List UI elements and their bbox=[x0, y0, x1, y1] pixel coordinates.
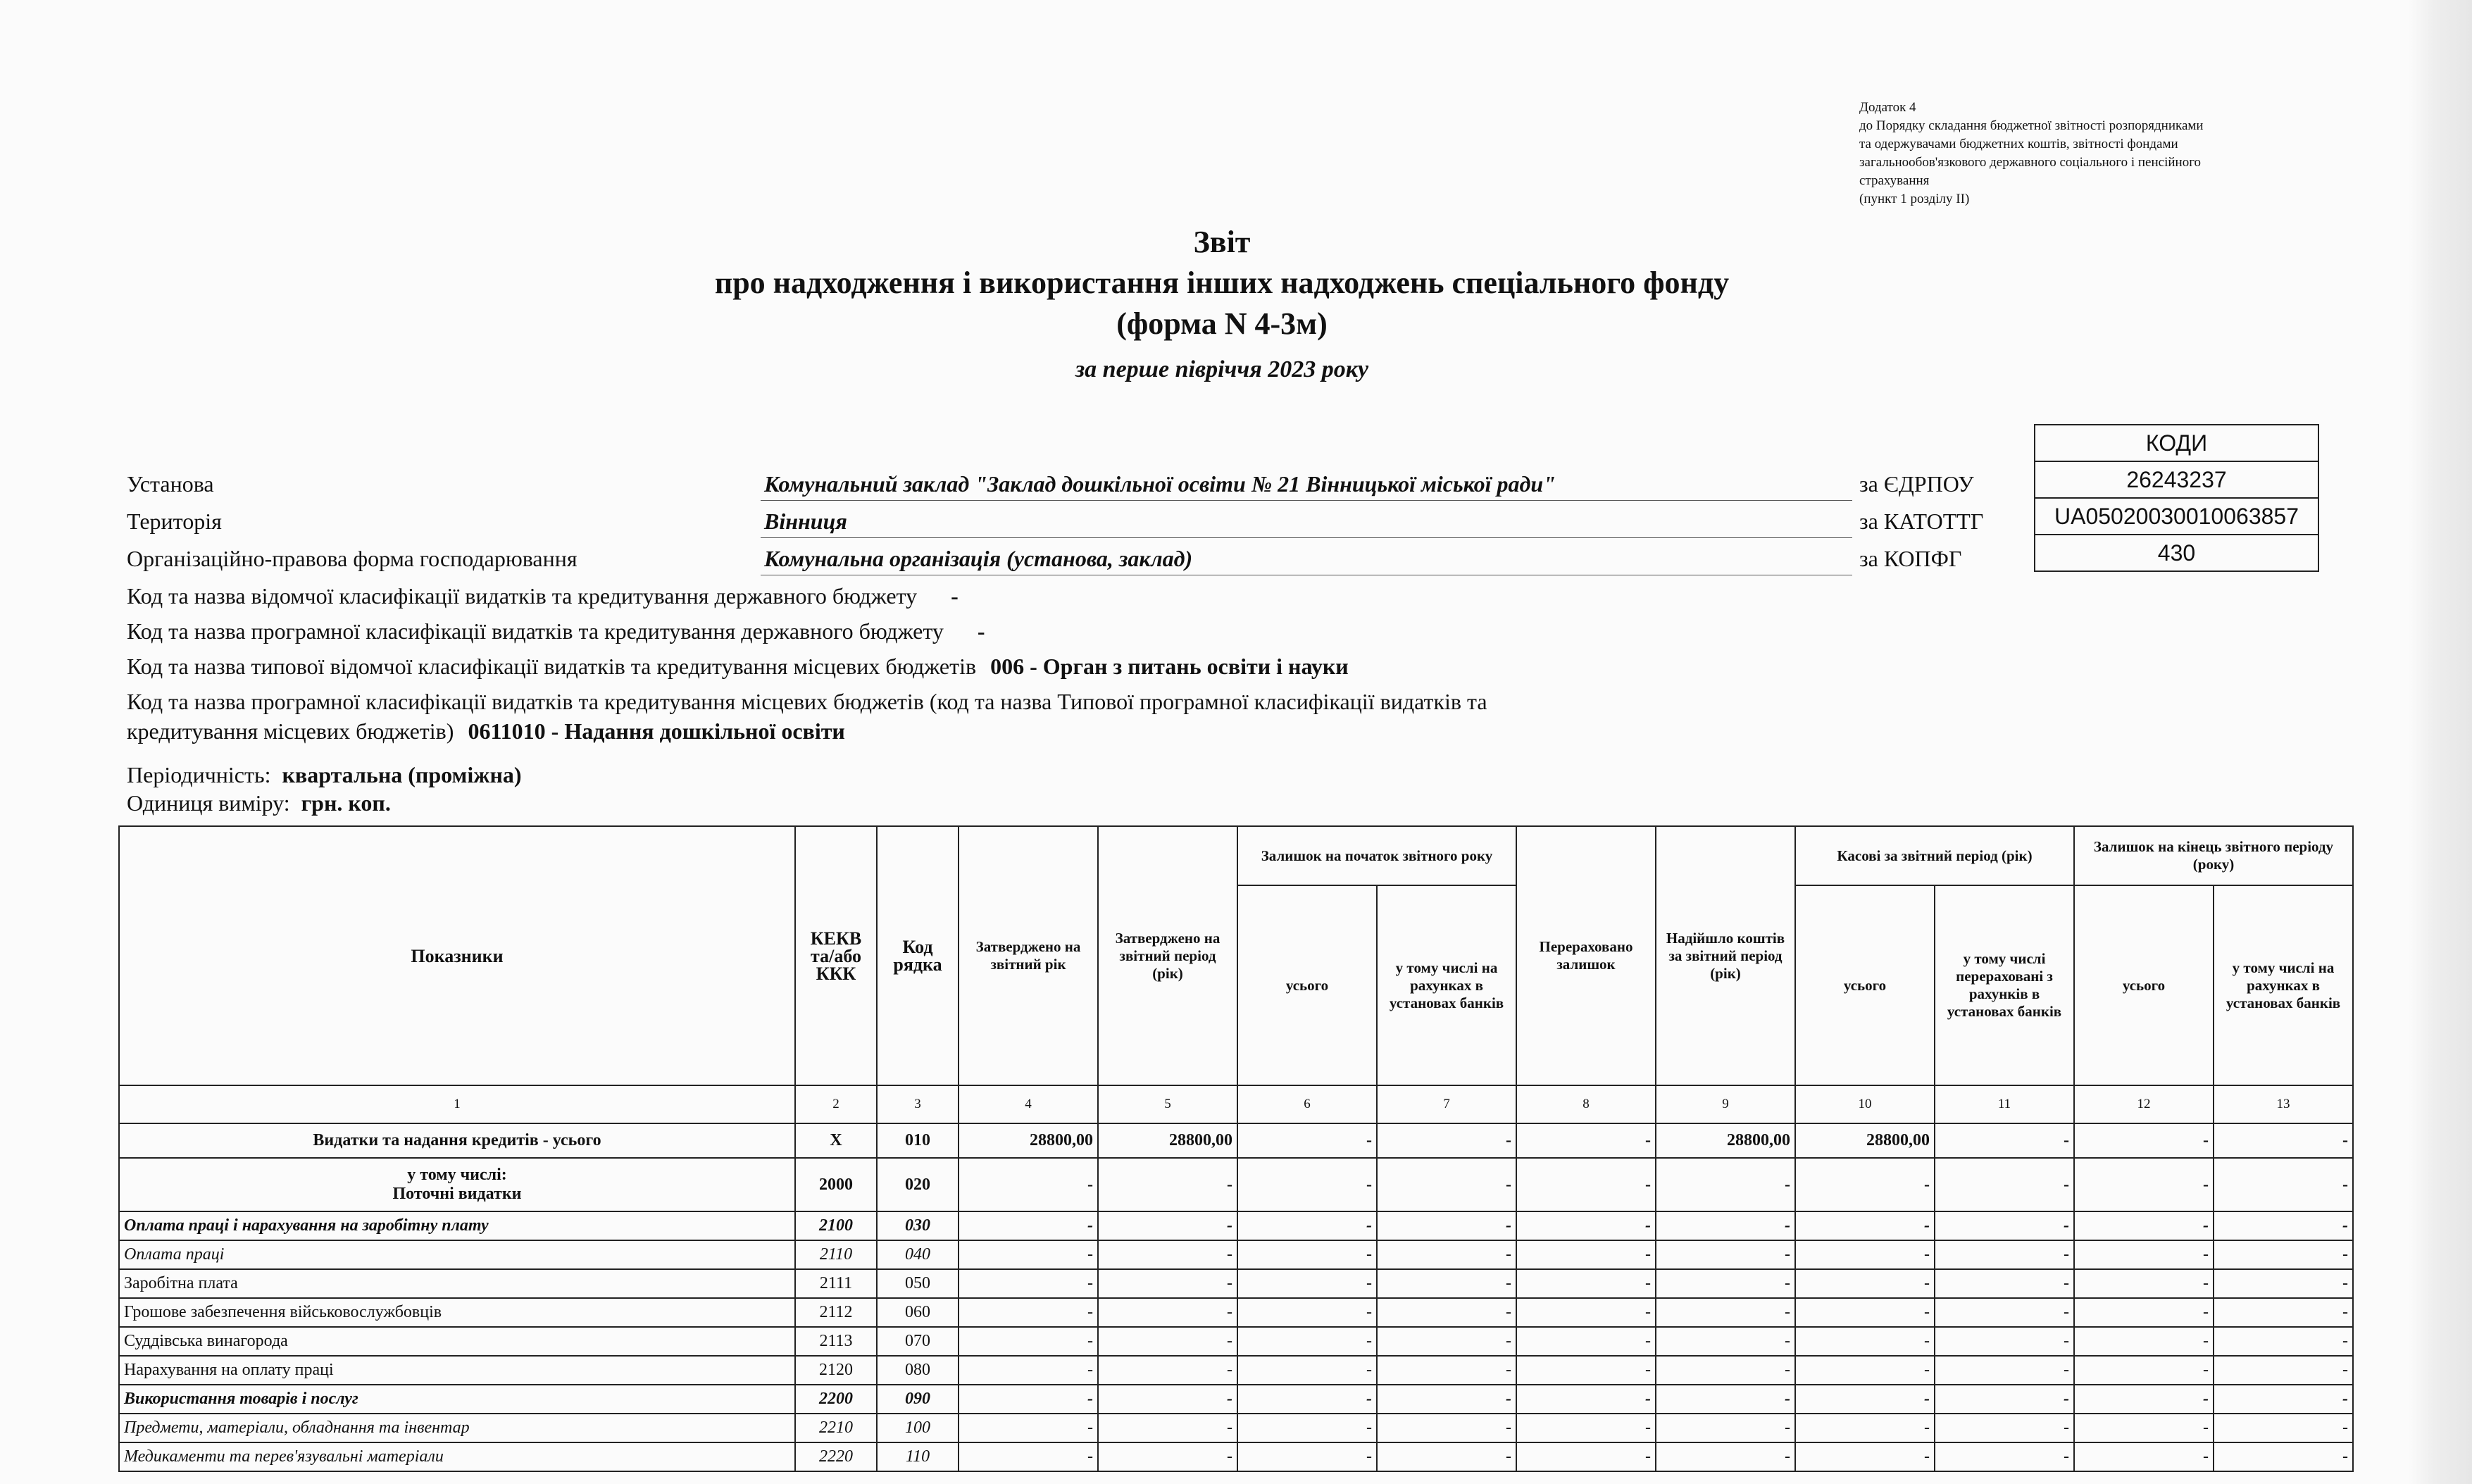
cell-v6: - bbox=[1237, 1385, 1377, 1414]
table-row bbox=[119, 1240, 2353, 1269]
cell-code: 090 bbox=[877, 1385, 959, 1414]
table-row bbox=[119, 1442, 2353, 1471]
cell-v9: - bbox=[1656, 1211, 1795, 1240]
cell-code: 020 bbox=[877, 1158, 959, 1211]
header-row-code: Код рядка bbox=[877, 826, 959, 1085]
territory-value: Вінниця bbox=[764, 509, 847, 534]
header-balance-start: Залишок на початок звітного року bbox=[1237, 826, 1516, 885]
cell-code: 080 bbox=[877, 1356, 959, 1385]
row-name-line-1: у тому числі: bbox=[407, 1166, 507, 1184]
cell-v8: - bbox=[1516, 1327, 1656, 1356]
cell-v5: - bbox=[1098, 1414, 1237, 1442]
cell-kekv: 2110 bbox=[795, 1240, 877, 1269]
table-body bbox=[119, 1123, 2353, 1471]
prog-state-line bbox=[127, 616, 985, 647]
cell-v9: - bbox=[1656, 1385, 1795, 1414]
cell-v10: - bbox=[1795, 1356, 1935, 1385]
cell-v9: - bbox=[1656, 1240, 1795, 1269]
cell-v4: - bbox=[959, 1211, 1098, 1240]
cell-v5: - bbox=[1098, 1211, 1237, 1240]
cell-v7: - bbox=[1377, 1269, 1516, 1298]
row-indicator-name: Видатки та надання кредитів - усього bbox=[119, 1123, 795, 1158]
cell-v8: - bbox=[1516, 1414, 1656, 1442]
katottg-label: за КАТОТТГ bbox=[1859, 509, 1984, 534]
cell-kekv: 2100 bbox=[795, 1211, 877, 1240]
header-cash-transferred: у тому числі перераховані з рахунків в установах банків bbox=[1935, 885, 2074, 1085]
column-numbers-row bbox=[119, 1085, 2353, 1123]
dept-state-line bbox=[127, 580, 959, 611]
cell-code: 100 bbox=[877, 1414, 959, 1442]
row-indicator-name: Грошове забезпечення військовослужбовців bbox=[119, 1298, 795, 1327]
cell-v4: - bbox=[959, 1356, 1098, 1385]
col-num: 8 bbox=[1516, 1085, 1656, 1123]
cell-v10: - bbox=[1795, 1327, 1935, 1356]
cell-v7: - bbox=[1377, 1158, 1516, 1211]
edrpou-value: 26243237 bbox=[2035, 461, 2318, 498]
cell-v12: - bbox=[2074, 1327, 2214, 1356]
col-num: 2 bbox=[795, 1085, 877, 1123]
cell-kekv: 2113 bbox=[795, 1327, 877, 1356]
typ-local-label: Код та назва типової відомчої класифікації видатків та кредитування місцевих бюджетів bbox=[127, 654, 977, 679]
cell-v5: - bbox=[1098, 1269, 1237, 1298]
cell-v12: - bbox=[2074, 1414, 2214, 1442]
col-num: 11 bbox=[1935, 1085, 2074, 1123]
header-balance-end-total: усього bbox=[2074, 885, 2214, 1085]
cell-v8: - bbox=[1516, 1211, 1656, 1240]
cell-v4: - bbox=[959, 1240, 1098, 1269]
cell-v4: 28800,00 bbox=[959, 1123, 1098, 1158]
cell-v7: - bbox=[1377, 1240, 1516, 1269]
row-name-line-2: Поточні видатки bbox=[392, 1185, 522, 1203]
header-balance-end-bank: у тому числі на рахунках в установах банків bbox=[2214, 885, 2353, 1085]
cell-code: 010 bbox=[877, 1123, 959, 1158]
addendum-line: до Порядку складання бюджетної звітності розпорядниками bbox=[1859, 118, 2204, 133]
cell-v6: - bbox=[1237, 1123, 1377, 1158]
table-row bbox=[119, 1356, 2353, 1385]
cell-v7: - bbox=[1377, 1442, 1516, 1471]
cell-v4: - bbox=[959, 1158, 1098, 1211]
cell-v13: - bbox=[2214, 1158, 2353, 1211]
row-indicator-name bbox=[119, 1158, 795, 1211]
col-num: 12 bbox=[2074, 1085, 2214, 1123]
cell-v6: - bbox=[1237, 1298, 1377, 1327]
unit-label: Одиниця виміру: bbox=[127, 790, 290, 816]
cell-v10: - bbox=[1795, 1211, 1935, 1240]
header-transferred: Перераховано залишок bbox=[1516, 826, 1656, 1085]
row-indicator-name: Предмети, матеріали, обладнання та інвентар bbox=[119, 1414, 795, 1442]
cell-code: 110 bbox=[877, 1442, 959, 1471]
prog-state-label: Код та назва програмної класифікації видатків та кредитування державного бюджету bbox=[127, 618, 944, 644]
cell-v12: - bbox=[2074, 1442, 2214, 1471]
cell-v12: - bbox=[2074, 1298, 2214, 1327]
cell-v13: - bbox=[2214, 1298, 2353, 1327]
cell-v11: - bbox=[1935, 1385, 2074, 1414]
header-approved-period: Затверджено на звітний період (рік) bbox=[1098, 826, 1237, 1085]
col-num: 6 bbox=[1237, 1085, 1377, 1123]
cell-v7: - bbox=[1377, 1327, 1516, 1356]
cell-v13: - bbox=[2214, 1442, 2353, 1471]
prog-local-line-1: Код та назва програмної класифікації видатків та кредитування місцевих бюджетів (код та назва Типової програмної класифікації видатків та bbox=[127, 689, 1487, 714]
page-edge-shadow bbox=[2409, 0, 2472, 1484]
cell-v10: - bbox=[1795, 1158, 1935, 1211]
cell-kekv: 2112 bbox=[795, 1298, 877, 1327]
cell-v9: 28800,00 bbox=[1656, 1123, 1795, 1158]
cell-v12: - bbox=[2074, 1240, 2214, 1269]
codes-header: КОДИ bbox=[2035, 425, 2318, 461]
cell-v7: - bbox=[1377, 1385, 1516, 1414]
table-row bbox=[119, 1327, 2353, 1356]
cell-v7: - bbox=[1377, 1298, 1516, 1327]
cell-v13: - bbox=[2214, 1385, 2353, 1414]
cell-v5: - bbox=[1098, 1298, 1237, 1327]
cell-kekv: 2000 bbox=[795, 1158, 877, 1211]
periodicity-line bbox=[127, 759, 522, 790]
territory-underline bbox=[761, 537, 1852, 538]
cell-v13: - bbox=[2214, 1356, 2353, 1385]
cell-v5: - bbox=[1098, 1240, 1237, 1269]
title-line-2: про надходження і використання інших надходжень спеціального фонду bbox=[714, 266, 1730, 300]
cell-kekv: 2200 bbox=[795, 1385, 877, 1414]
org-form-value: Комунальна організація (установа, заклад) bbox=[764, 546, 1193, 571]
cell-v5: 28800,00 bbox=[1098, 1123, 1237, 1158]
cell-v8: - bbox=[1516, 1442, 1656, 1471]
header-kekv: КЕКВ та/або ККК bbox=[795, 826, 877, 1085]
cell-v11: - bbox=[1935, 1211, 2074, 1240]
cell-v6: - bbox=[1237, 1240, 1377, 1269]
addendum-line: (пункт 1 розділу ІІ) bbox=[1859, 192, 1970, 206]
cell-v4: - bbox=[959, 1385, 1098, 1414]
cell-v10: - bbox=[1795, 1385, 1935, 1414]
row-indicator-name: Нарахування на оплату праці bbox=[119, 1356, 795, 1385]
katottg-value: UA05020030010063857 bbox=[2035, 498, 2318, 535]
table-row bbox=[119, 1385, 2353, 1414]
cell-v9: - bbox=[1656, 1356, 1795, 1385]
header-cash-total: усього bbox=[1795, 885, 1935, 1085]
table-row bbox=[119, 1414, 2353, 1442]
cell-v12: - bbox=[2074, 1158, 2214, 1211]
prog-local-label: кредитування місцевих бюджетів) bbox=[127, 718, 454, 744]
cell-v12: - bbox=[2074, 1385, 2214, 1414]
col-num: 4 bbox=[959, 1085, 1098, 1123]
header-cash: Касові за звітний період (рік) bbox=[1795, 826, 2074, 885]
header-received: Надійшло коштів за звітний період (рік) bbox=[1656, 826, 1795, 1085]
cell-v7: - bbox=[1377, 1123, 1516, 1158]
dept-state-label: Код та назва відомчої класифікації видатків та кредитування державного бюджету bbox=[127, 583, 918, 609]
cell-v13: - bbox=[2214, 1327, 2353, 1356]
cell-v6: - bbox=[1237, 1327, 1377, 1356]
cell-v6: - bbox=[1237, 1269, 1377, 1298]
unit-line bbox=[127, 787, 391, 818]
institution-underline bbox=[761, 500, 1852, 501]
table-row bbox=[119, 1298, 2353, 1327]
cell-v12: - bbox=[2074, 1356, 2214, 1385]
cell-v4: - bbox=[959, 1298, 1098, 1327]
cell-v10: 28800,00 bbox=[1795, 1123, 1935, 1158]
col-num: 5 bbox=[1098, 1085, 1237, 1123]
cell-v9: - bbox=[1656, 1327, 1795, 1356]
cell-v6: - bbox=[1237, 1442, 1377, 1471]
prog-local-value: 0611010 - Надання дошкільної освіти bbox=[468, 718, 845, 744]
addendum-line: Додаток 4 bbox=[1859, 100, 1916, 115]
cell-v10: - bbox=[1795, 1298, 1935, 1327]
col-num: 3 bbox=[877, 1085, 959, 1123]
cell-v9: - bbox=[1656, 1442, 1795, 1471]
cell-v5: - bbox=[1098, 1356, 1237, 1385]
cell-kekv: 2111 bbox=[795, 1269, 877, 1298]
col-num: 13 bbox=[2214, 1085, 2353, 1123]
col-num: 9 bbox=[1656, 1085, 1795, 1123]
cell-v4: - bbox=[959, 1269, 1098, 1298]
table-row bbox=[119, 1269, 2353, 1298]
report-table bbox=[118, 825, 2354, 1472]
cell-v11: - bbox=[1935, 1158, 2074, 1211]
cell-v8: - bbox=[1516, 1298, 1656, 1327]
cell-v11: - bbox=[1935, 1298, 2074, 1327]
cell-v12: - bbox=[2074, 1269, 2214, 1298]
addendum-line: та одержувачами бюджетних коштів, звітності фондами bbox=[1859, 137, 2178, 151]
row-indicator-name: Оплата праці bbox=[119, 1240, 795, 1269]
cell-kekv: X bbox=[795, 1123, 877, 1158]
cell-v4: - bbox=[959, 1327, 1098, 1356]
kopfg-label: за КОПФГ bbox=[1859, 546, 1962, 571]
codes-table bbox=[2034, 424, 2319, 572]
header-balance-start-bank: у тому числі на рахунках в установах банків bbox=[1377, 885, 1516, 1085]
prog-state-value: - bbox=[977, 618, 985, 644]
cell-v6: - bbox=[1237, 1158, 1377, 1211]
periodicity-value: квартальна (проміжна) bbox=[282, 762, 522, 787]
periodicity-label: Періодичність: bbox=[127, 762, 271, 787]
cell-code: 050 bbox=[877, 1269, 959, 1298]
org-form-label: Організаційно-правова форма господарювання bbox=[127, 546, 578, 571]
header-balance-start-total: усього bbox=[1237, 885, 1377, 1085]
cell-v8: - bbox=[1516, 1356, 1656, 1385]
header-indicators: Показники bbox=[119, 826, 795, 1085]
report-period: за перше півріччя 2023 року bbox=[1075, 356, 1369, 382]
row-indicator-name: Використання товарів і послуг bbox=[119, 1385, 795, 1414]
row-indicator-name: Медикаменти та перев'язувальні матеріали bbox=[119, 1442, 795, 1471]
title-line-1: Звіт bbox=[1193, 225, 1251, 259]
typ-local-line bbox=[127, 651, 1349, 682]
cell-v7: - bbox=[1377, 1211, 1516, 1240]
cell-v7: - bbox=[1377, 1414, 1516, 1442]
cell-v8: - bbox=[1516, 1158, 1656, 1211]
cell-code: 040 bbox=[877, 1240, 959, 1269]
cell-v11: - bbox=[1935, 1240, 2074, 1269]
cell-v5: - bbox=[1098, 1385, 1237, 1414]
title-line-3: (форма N 4-3м) bbox=[1116, 306, 1328, 341]
cell-kekv: 2220 bbox=[795, 1442, 877, 1471]
report-title bbox=[127, 222, 2317, 391]
cell-code: 060 bbox=[877, 1298, 959, 1327]
territory-label: Територія bbox=[127, 509, 222, 534]
cell-v10: - bbox=[1795, 1240, 1935, 1269]
header-balance-end: Залишок на кінець звітного періоду (року) bbox=[2074, 826, 2353, 885]
row-indicator-name: Оплата праці і нарахування на заробітну плату bbox=[119, 1211, 795, 1240]
cell-v9: - bbox=[1656, 1298, 1795, 1327]
col-num: 7 bbox=[1377, 1085, 1516, 1123]
prog-local-line-2 bbox=[127, 716, 845, 747]
table-row bbox=[119, 1158, 2353, 1211]
addendum-line: загальнообов'язкового державного соціального і пенсійного bbox=[1859, 155, 2202, 170]
kopfg-value: 430 bbox=[2035, 535, 2318, 571]
cell-v9: - bbox=[1656, 1269, 1795, 1298]
cell-v9: - bbox=[1656, 1158, 1795, 1211]
institution-label: Установа bbox=[127, 471, 214, 497]
cell-v8: - bbox=[1516, 1240, 1656, 1269]
dept-state-value: - bbox=[951, 583, 959, 609]
table-row bbox=[119, 1123, 2353, 1158]
cell-code: 070 bbox=[877, 1327, 959, 1356]
cell-v11: - bbox=[1935, 1123, 2074, 1158]
edrpou-label: за ЄДРПОУ bbox=[1859, 471, 1974, 497]
cell-v10: - bbox=[1795, 1414, 1935, 1442]
addendum-line: страхування bbox=[1859, 173, 1930, 188]
cell-v12: - bbox=[2074, 1211, 2214, 1240]
cell-v13: - bbox=[2214, 1414, 2353, 1442]
cell-v11: - bbox=[1935, 1442, 2074, 1471]
cell-v5: - bbox=[1098, 1442, 1237, 1471]
institution-value: Комунальний заклад "Заклад дошкільної освіти № 21 Вінницької міської ради" bbox=[764, 471, 1556, 497]
unit-value: грн. коп. bbox=[301, 790, 391, 816]
cell-v7: - bbox=[1377, 1356, 1516, 1385]
cell-v4: - bbox=[959, 1442, 1098, 1471]
table-row bbox=[119, 1211, 2353, 1240]
cell-v11: - bbox=[1935, 1327, 2074, 1356]
cell-v12: - bbox=[2074, 1123, 2214, 1158]
cell-code: 030 bbox=[877, 1211, 959, 1240]
cell-kekv: 2120 bbox=[795, 1356, 877, 1385]
cell-v13: - bbox=[2214, 1123, 2353, 1158]
cell-v9: - bbox=[1656, 1414, 1795, 1442]
cell-v13: - bbox=[2214, 1240, 2353, 1269]
cell-v5: - bbox=[1098, 1327, 1237, 1356]
cell-v6: - bbox=[1237, 1356, 1377, 1385]
row-indicator-name: Суддівська винагорода bbox=[119, 1327, 795, 1356]
cell-v10: - bbox=[1795, 1269, 1935, 1298]
cell-v11: - bbox=[1935, 1269, 2074, 1298]
cell-v10: - bbox=[1795, 1442, 1935, 1471]
header-approved-year: Затверджено на звітний рік bbox=[959, 826, 1098, 1085]
row-indicator-name: Заробітна плата bbox=[119, 1269, 795, 1298]
cell-v13: - bbox=[2214, 1211, 2353, 1240]
cell-v8: - bbox=[1516, 1123, 1656, 1158]
cell-v13: - bbox=[2214, 1269, 2353, 1298]
cell-v8: - bbox=[1516, 1269, 1656, 1298]
cell-v5: - bbox=[1098, 1158, 1237, 1211]
cell-v11: - bbox=[1935, 1414, 2074, 1442]
cell-v6: - bbox=[1237, 1211, 1377, 1240]
col-num: 1 bbox=[119, 1085, 795, 1123]
cell-v6: - bbox=[1237, 1414, 1377, 1442]
cell-kekv: 2210 bbox=[795, 1414, 877, 1442]
col-num: 10 bbox=[1795, 1085, 1935, 1123]
addendum-note bbox=[1859, 99, 2310, 208]
cell-v4: - bbox=[959, 1414, 1098, 1442]
typ-local-value: 006 - Орган з питань освіти і науки bbox=[990, 654, 1349, 679]
cell-v11: - bbox=[1935, 1356, 2074, 1385]
cell-v8: - bbox=[1516, 1385, 1656, 1414]
